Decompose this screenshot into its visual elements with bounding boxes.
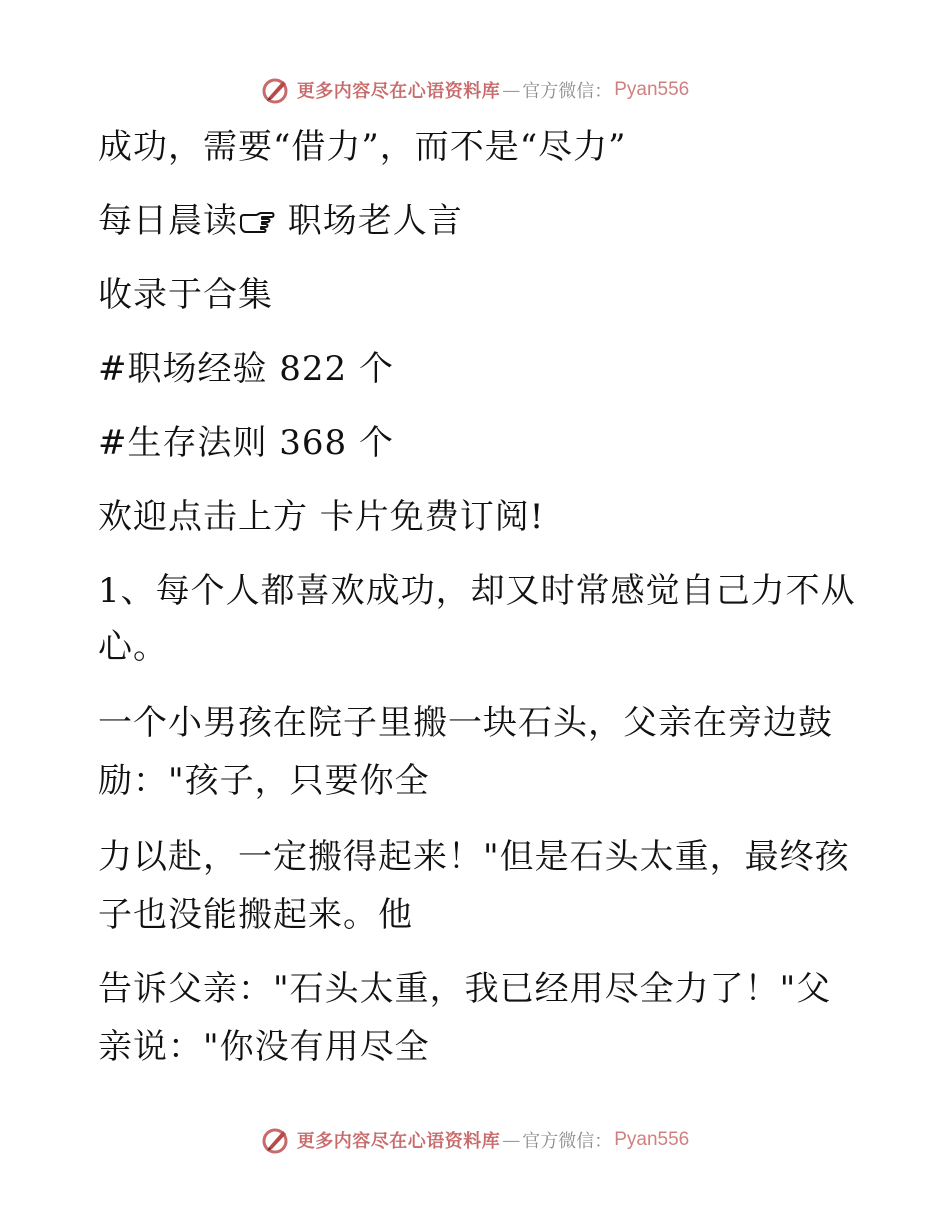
footer-watermark-banner bbox=[0, 1120, 950, 1160]
banner-separator: — bbox=[502, 79, 521, 101]
document-title: 成功，需要“借力”，而不是“尽力” bbox=[98, 127, 627, 167]
banner-wechat-id: Pyan556 bbox=[614, 79, 690, 100]
pointing-hand-icon bbox=[238, 209, 276, 235]
paragraph-line: 告诉父亲："石头太重，我已经用尽全力了！"父 bbox=[98, 969, 832, 1009]
banner-text: 更多内容尽在心语资料库 bbox=[296, 81, 501, 102]
banner-wechat-label: 官方微信： bbox=[522, 81, 613, 102]
paragraph-line: 亲说："你没有用尽全 bbox=[98, 1027, 430, 1067]
paragraph-line: 心。 bbox=[98, 627, 168, 667]
hashtag-workplace-experience: #职场经验 822 个 bbox=[98, 349, 394, 389]
morning-reading-line bbox=[98, 202, 858, 240]
subscribe-prompt: 欢迎点击上方 卡片免费订阅! bbox=[98, 497, 545, 537]
hashtag-survival-rules: #生存法则 368 个 bbox=[98, 423, 394, 463]
banner-text: 更多内容尽在心语资料库 bbox=[296, 1131, 501, 1152]
paragraph-line: 一个小男孩在院子里搬一块石头，父亲在旁边鼓 bbox=[98, 703, 833, 743]
banner-separator: — bbox=[502, 1129, 521, 1151]
paragraph-line: 子也没能搬起来。他 bbox=[98, 895, 413, 935]
paragraph-line: 1、每个人都喜欢成功，却又时常感觉自己力不从 bbox=[98, 571, 856, 611]
banner-wechat-label: 官方微信： bbox=[522, 1131, 613, 1152]
paragraph-line: 励："孩子，只要你全 bbox=[98, 761, 430, 801]
morning-reading-label: 每日晨读 bbox=[98, 201, 238, 241]
paragraph-line: 力以赴，一定搬得起来！"但是石头太重，最终孩 bbox=[98, 837, 850, 877]
column-name-label: 职场老人言 bbox=[276, 201, 463, 241]
collection-label: 收录于合集 bbox=[98, 275, 273, 315]
banner-wechat-id: Pyan556 bbox=[614, 1129, 690, 1150]
pen-logo-icon bbox=[261, 1125, 291, 1155]
